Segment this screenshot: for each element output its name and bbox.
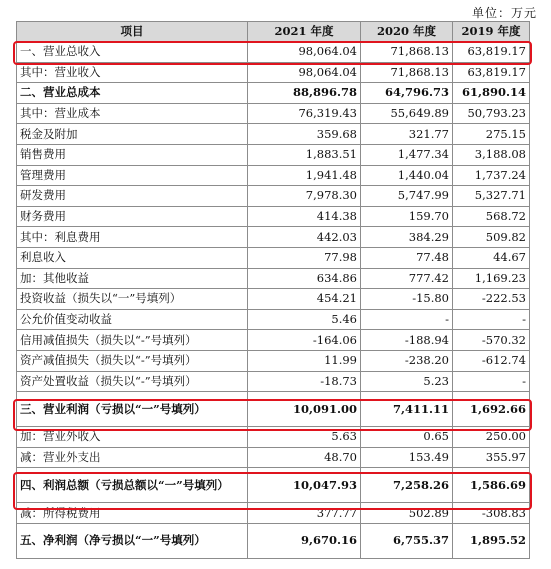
value-2019: 1,737.24 bbox=[453, 165, 530, 186]
row-label: 其中：营业成本 bbox=[17, 103, 248, 124]
table-row bbox=[17, 124, 530, 145]
value-2019: 1,586.69 bbox=[453, 468, 530, 503]
value-2021: 634.86 bbox=[248, 268, 361, 289]
value-2021: 76,319.43 bbox=[248, 103, 361, 124]
value-2021: 9,670.16 bbox=[248, 523, 361, 558]
table-row bbox=[17, 186, 530, 207]
row-label: 销售费用 bbox=[17, 144, 248, 165]
row-label: 二、营业总成本 bbox=[17, 83, 248, 104]
value-2020: 64,796.73 bbox=[361, 83, 453, 104]
table-row bbox=[17, 165, 530, 186]
value-2021: 98,064.04 bbox=[248, 42, 361, 63]
table-row bbox=[17, 103, 530, 124]
value-2020: 321.77 bbox=[361, 124, 453, 145]
value-2020: 159.70 bbox=[361, 206, 453, 227]
value-2019: -612.74 bbox=[453, 350, 530, 371]
value-2021: 88,896.78 bbox=[248, 83, 361, 104]
value-2021: 377.77 bbox=[248, 503, 361, 524]
value-2019: 61,890.14 bbox=[453, 83, 530, 104]
table-row bbox=[17, 392, 530, 427]
value-2020: -15.80 bbox=[361, 289, 453, 310]
table-row bbox=[17, 468, 530, 503]
value-2020: 7,411.11 bbox=[361, 392, 453, 427]
value-2021: 10,047.93 bbox=[248, 468, 361, 503]
table-row bbox=[17, 144, 530, 165]
value-2021: 5.46 bbox=[248, 309, 361, 330]
table-row bbox=[17, 371, 530, 392]
value-2020: 55,649.89 bbox=[361, 103, 453, 124]
row-label: 研发费用 bbox=[17, 186, 248, 207]
header-2020: 2020 年度 bbox=[361, 22, 453, 42]
value-2019: -222.53 bbox=[453, 289, 530, 310]
row-label: 管理费用 bbox=[17, 165, 248, 186]
header-item: 项目 bbox=[17, 22, 248, 42]
value-2020: 1,477.34 bbox=[361, 144, 453, 165]
value-2020: 153.49 bbox=[361, 447, 453, 468]
row-label: 加：其他收益 bbox=[17, 268, 248, 289]
value-2021: 414.38 bbox=[248, 206, 361, 227]
value-2019: -308.83 bbox=[453, 503, 530, 524]
value-2020: 71,868.13 bbox=[361, 62, 453, 83]
value-2020: 5.23 bbox=[361, 371, 453, 392]
table-row bbox=[17, 350, 530, 371]
row-label: 三、营业利润（亏损以“一”号填列） bbox=[17, 392, 248, 427]
value-2020: - bbox=[361, 309, 453, 330]
value-2020: 7,258.26 bbox=[361, 468, 453, 503]
value-2019: 1,692.66 bbox=[453, 392, 530, 427]
row-label: 利息收入 bbox=[17, 247, 248, 268]
table-row bbox=[17, 42, 530, 63]
value-2019: 568.72 bbox=[453, 206, 530, 227]
value-2019: 63,819.17 bbox=[453, 42, 530, 63]
value-2021: -164.06 bbox=[248, 330, 361, 351]
row-label: 四、利润总额（亏损总额以“一”号填列） bbox=[17, 468, 248, 503]
row-label: 一、营业总收入 bbox=[17, 42, 248, 63]
row-label: 资产处置收益（损失以“-”号填列） bbox=[17, 371, 248, 392]
table-row bbox=[17, 523, 530, 558]
value-2021: 454.21 bbox=[248, 289, 361, 310]
table-row bbox=[17, 227, 530, 248]
row-label: 税金及附加 bbox=[17, 124, 248, 145]
row-label: 减：所得税费用 bbox=[17, 503, 248, 524]
value-2019: 50,793.23 bbox=[453, 103, 530, 124]
value-2020: 5,747.99 bbox=[361, 186, 453, 207]
unit-label: 单位：万元 bbox=[471, 6, 537, 20]
value-2019: - bbox=[453, 309, 530, 330]
table-row bbox=[17, 289, 530, 310]
table-header-row bbox=[17, 22, 530, 42]
row-label: 五、净利润（净亏损以“一”号填列） bbox=[17, 523, 248, 558]
row-label: 资产减值损失（损失以“-”号填列） bbox=[17, 350, 248, 371]
value-2021: 1,941.48 bbox=[248, 165, 361, 186]
value-2019: 355.97 bbox=[453, 447, 530, 468]
table-row bbox=[17, 503, 530, 524]
row-label: 信用减值损失（损失以“-”号填列） bbox=[17, 330, 248, 351]
row-label: 投资收益（损失以“一”号填列） bbox=[17, 289, 248, 310]
value-2021: 1,883.51 bbox=[248, 144, 361, 165]
value-2020: -188.94 bbox=[361, 330, 453, 351]
table-row bbox=[17, 268, 530, 289]
value-2021: 7,978.30 bbox=[248, 186, 361, 207]
income-statement-table bbox=[16, 21, 530, 559]
value-2020: 384.29 bbox=[361, 227, 453, 248]
value-2021: 359.68 bbox=[248, 124, 361, 145]
value-2020: -238.20 bbox=[361, 350, 453, 371]
value-2019: 44.67 bbox=[453, 247, 530, 268]
value-2021: 5.63 bbox=[248, 427, 361, 448]
table-row bbox=[17, 206, 530, 227]
value-2019: - bbox=[453, 371, 530, 392]
value-2020: 0.65 bbox=[361, 427, 453, 448]
value-2019: 275.15 bbox=[453, 124, 530, 145]
value-2019: 509.82 bbox=[453, 227, 530, 248]
table-body bbox=[17, 42, 530, 559]
value-2019: -570.32 bbox=[453, 330, 530, 351]
table-row bbox=[17, 427, 530, 448]
header-2021: 2021 年度 bbox=[248, 22, 361, 42]
value-2020: 502.89 bbox=[361, 503, 453, 524]
value-2021: -18.73 bbox=[248, 371, 361, 392]
value-2021: 11.99 bbox=[248, 350, 361, 371]
row-label: 减：营业外支出 bbox=[17, 447, 248, 468]
value-2020: 77.48 bbox=[361, 247, 453, 268]
row-label: 公允价值变动收益 bbox=[17, 309, 248, 330]
row-label: 其中：营业收入 bbox=[17, 62, 248, 83]
row-label: 加：营业外收入 bbox=[17, 427, 248, 448]
value-2021: 77.98 bbox=[248, 247, 361, 268]
table-row bbox=[17, 247, 530, 268]
value-2020: 777.42 bbox=[361, 268, 453, 289]
value-2019: 1,895.52 bbox=[453, 523, 530, 558]
row-label: 其中：利息费用 bbox=[17, 227, 248, 248]
value-2021: 10,091.00 bbox=[248, 392, 361, 427]
value-2019: 250.00 bbox=[453, 427, 530, 448]
value-2020: 6,755.37 bbox=[361, 523, 453, 558]
table-row bbox=[17, 83, 530, 104]
value-2020: 71,868.13 bbox=[361, 42, 453, 63]
row-label: 财务费用 bbox=[17, 206, 248, 227]
value-2019: 1,169.23 bbox=[453, 268, 530, 289]
value-2021: 48.70 bbox=[248, 447, 361, 468]
table-row bbox=[17, 447, 530, 468]
table-row bbox=[17, 62, 530, 83]
value-2019: 3,188.08 bbox=[453, 144, 530, 165]
table-row bbox=[17, 330, 530, 351]
header-2019: 2019 年度 bbox=[453, 22, 530, 42]
value-2021: 98,064.04 bbox=[248, 62, 361, 83]
table-row bbox=[17, 309, 530, 330]
value-2021: 442.03 bbox=[248, 227, 361, 248]
value-2020: 1,440.04 bbox=[361, 165, 453, 186]
value-2019: 5,327.71 bbox=[453, 186, 530, 207]
value-2019: 63,819.17 bbox=[453, 62, 530, 83]
